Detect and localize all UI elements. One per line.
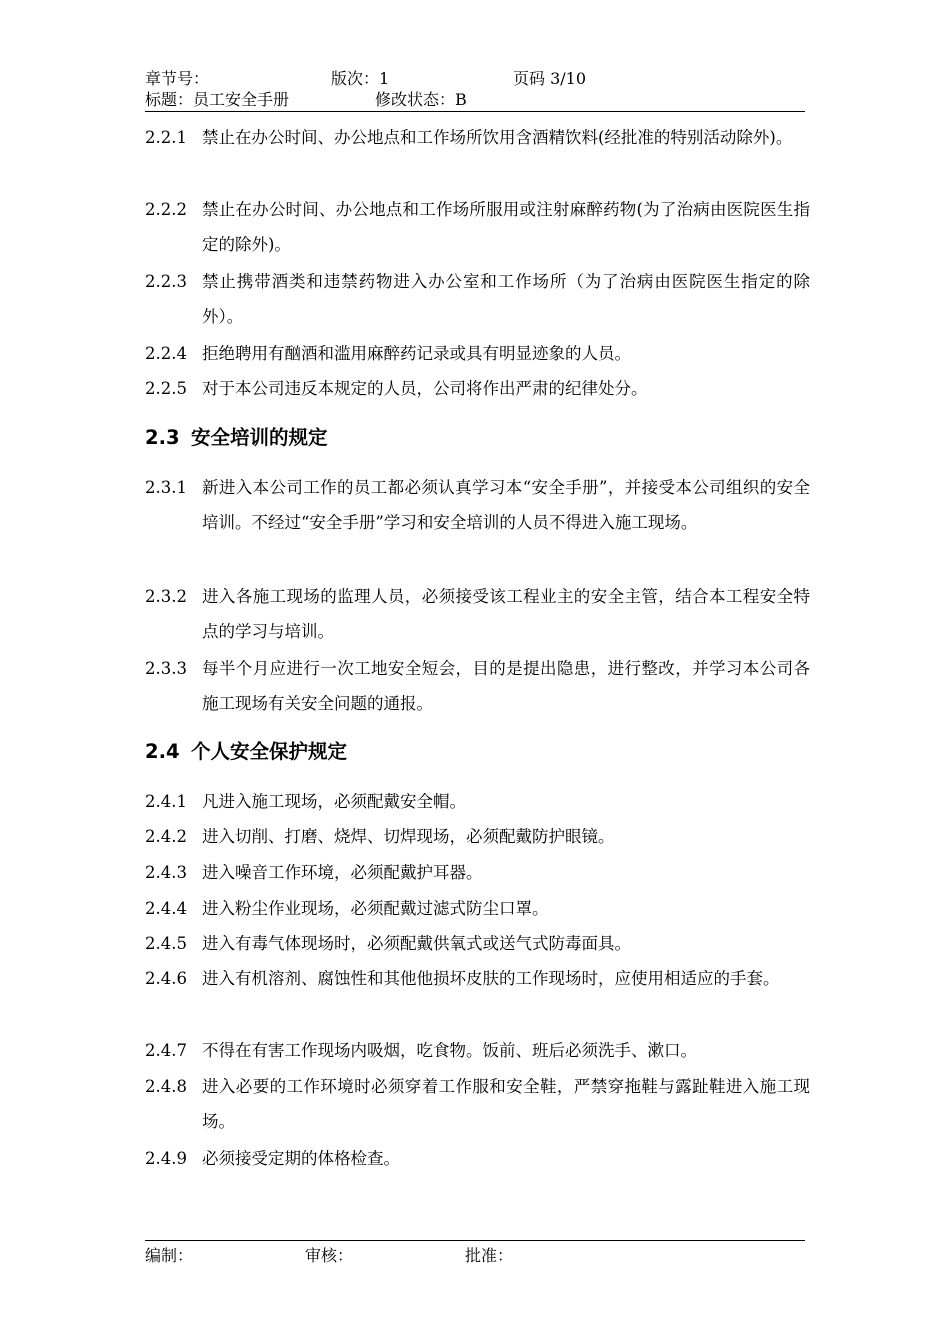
clause-number: 2.3.1 (145, 478, 187, 497)
version-label: 版次：1 (331, 69, 390, 88)
clause-number: 2.4.1 (145, 792, 187, 811)
clause-text: 不得在有害工作现场内吸烟，吃食物。饭前、班后必须洗手、漱口。 (202, 1041, 697, 1060)
clause-number: 2.3.3 (145, 659, 187, 678)
clause-text: 拒绝聘用有酗酒和滥用麻醉药记录或具有明显迹象的人员。 (202, 344, 631, 363)
clause-number: 2.2.1 (145, 128, 187, 147)
section-heading-2-3 (145, 424, 328, 452)
clause-number: 2.4.7 (145, 1041, 187, 1060)
clause-text: 进入噪音工作环境，必须配戴护耳器。 (202, 863, 483, 882)
clause-text: 禁止在办公时间、办公地点和工作场所饮用含酒精饮料(经批准的特别活动除外)。 (202, 128, 793, 147)
clause-number: 2.2.5 (145, 379, 187, 398)
clause-text: 每半个月应进行一次工地安全短会，目的是提出隐患，进行整改，并学习本公司各施工现场有关安全问题的通报。 (202, 659, 810, 713)
clause-2-4-6 (145, 961, 810, 996)
clause-number: 2.2.3 (145, 272, 187, 291)
document-title: 标题：员工安全手册 (145, 90, 290, 109)
approved-by-label: 批准： (465, 1246, 514, 1265)
clause-number: 2.2.2 (145, 200, 187, 219)
clause-text: 进入粉尘作业现场，必须配戴过滤式防尘口罩。 (202, 899, 549, 918)
clause-2-4-1 (145, 784, 810, 819)
clause-text: 进入切削、打磨、烧焊、切焊现场，必须配戴防护眼镜。 (202, 827, 615, 846)
clause-2-4-3 (145, 855, 810, 890)
clause-2-3-2 (145, 579, 810, 649)
clause-text: 进入必要的工作环境时必须穿着工作服和安全鞋，严禁穿拖鞋与露趾鞋进入施工现场。 (202, 1077, 810, 1131)
clause-number: 2.4.2 (145, 827, 187, 846)
clause-2-4-8 (145, 1069, 810, 1139)
prepared-by-label: 编制： (145, 1246, 194, 1265)
header-divider (145, 111, 805, 112)
section-title: 安全培训的规定 (191, 426, 328, 449)
clause-text: 对于本公司违反本规定的人员，公司将作出严肃的纪律处分。 (202, 379, 648, 398)
clause-2-4-7 (145, 1033, 810, 1068)
chapter-label: 章节号： (145, 69, 210, 88)
clause-number: 2.4.9 (145, 1149, 187, 1168)
clause-2-4-4 (145, 891, 810, 926)
section-title: 个人安全保护规定 (191, 740, 348, 763)
reviewed-by-label: 审核： (305, 1246, 354, 1265)
clause-2-2-2 (145, 192, 810, 262)
page-number: 页码 3/10 (513, 69, 587, 88)
clause-text: 进入有毒气体现场时，必须配戴供氧式或送气式防毒面具。 (202, 934, 631, 953)
section-heading-2-4 (145, 738, 347, 766)
clause-2-2-4 (145, 336, 810, 371)
clause-number: 2.3.2 (145, 587, 187, 606)
clause-number: 2.4.5 (145, 934, 187, 953)
clause-text: 进入有机溶剂、腐蚀性和其他他损坏皮肤的工作现场时，应使用相适应的手套。 (202, 969, 780, 988)
clause-number: 2.4.6 (145, 969, 187, 988)
clause-text: 凡进入施工现场，必须配戴安全帽。 (202, 792, 466, 811)
clause-2-2-5 (145, 371, 810, 406)
clause-text: 新进入本公司工作的员工都必须认真学习本“安全手册”，并接受本公司组织的安全培训。不经过“安全手册”学习和安全培训的人员不得进入施工现场。 (202, 478, 810, 532)
clause-number: 2.4.8 (145, 1077, 187, 1096)
clause-number: 2.4.4 (145, 899, 187, 918)
clause-2-4-9 (145, 1141, 810, 1176)
footer-divider (145, 1240, 805, 1241)
section-number: 2.4 (145, 740, 180, 763)
clause-2-2-1 (145, 120, 810, 155)
clause-text: 进入各施工现场的监理人员，必须接受该工程业主的安全主管，结合本工程安全特点的学习与培训。 (202, 587, 810, 641)
clause-text: 必须接受定期的体格检查。 (202, 1149, 400, 1168)
clause-2-3-1 (145, 470, 810, 540)
clause-2-2-3 (145, 264, 810, 334)
clause-text: 禁止携带酒类和违禁药物进入办公室和工作场所（为了治病由医院医生指定的除外）。 (202, 272, 810, 326)
clause-number: 2.4.3 (145, 863, 187, 882)
clause-2-3-3 (145, 651, 810, 721)
section-number: 2.3 (145, 426, 180, 449)
clause-number: 2.2.4 (145, 344, 187, 363)
clause-2-4-5 (145, 926, 810, 961)
revision-status: 修改状态：B (375, 90, 467, 109)
clause-text: 禁止在办公时间、办公地点和工作场所服用或注射麻醉药物(为了治病由医院医生指定的除外)。 (202, 200, 810, 254)
clause-2-4-2 (145, 819, 810, 854)
